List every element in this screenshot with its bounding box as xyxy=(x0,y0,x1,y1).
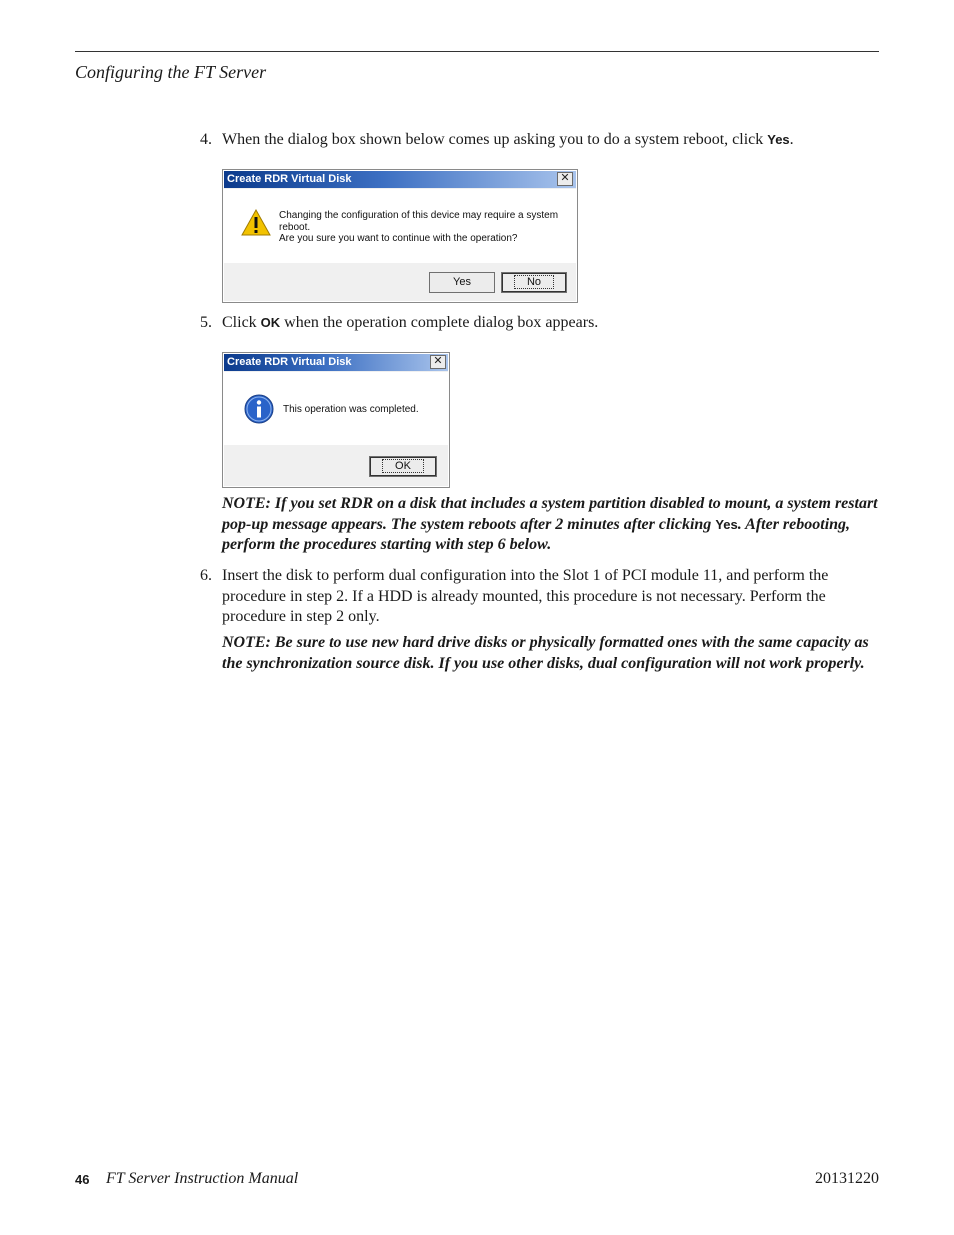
complete-dialog-message: This operation was completed. xyxy=(283,404,419,415)
yes-button[interactable]: Yes xyxy=(429,272,495,293)
complete-dialog-titlebar: Create RDR Virtual Disk xyxy=(224,354,448,371)
info-icon xyxy=(244,394,274,424)
note-reboot xyxy=(222,494,878,556)
note-reboot-part2: . After rebooting, perform the procedures starting with step 6 below. xyxy=(222,515,851,553)
note-reboot-part1: NOTE: If you set RDR on a disk that includes a system partition disabled to mount, a system restart pop-up message appears. The system reboots after 2 minutes after clicking xyxy=(222,495,878,533)
reboot-dialog-body xyxy=(224,189,576,263)
step-4-text-before: When the dialog box shown below comes up asking you to do a system reboot, click xyxy=(222,131,768,148)
footer-date: 20131220 xyxy=(815,1170,879,1187)
reboot-dialog xyxy=(222,169,578,303)
step-5-text-before: Click xyxy=(222,314,261,331)
footer-manual-title: FT Server Instruction Manual xyxy=(106,1170,299,1187)
step-6-text: Insert the disk to perform dual configuration into the Slot 1 of PCI module 11, and perform the procedure in step 2. If a HDD is already mounted, this procedure is not necessary. Perform the procedure in step 2 only. xyxy=(222,567,829,625)
step-4-text xyxy=(222,130,878,151)
step-5-text xyxy=(222,313,878,334)
reboot-dialog-message xyxy=(279,210,564,245)
ok-button-label: OK xyxy=(382,459,424,473)
note-disks: NOTE: Be sure to use new hard drive disks or physically formatted ones with the same capacity as the synchronization source disk. If you use other disks, dual configuration will not work properly. xyxy=(222,634,869,672)
step-6-number: 6. xyxy=(200,567,212,584)
warning-icon xyxy=(241,209,271,236)
close-icon[interactable]: ✕ xyxy=(430,355,446,369)
step-4-ui-term: Yes xyxy=(767,132,790,147)
note-reboot-ui-term: Yes xyxy=(715,516,738,532)
no-button-label: No xyxy=(514,275,554,289)
reboot-message-line1: Changing the configuration of this device may require a system reboot. xyxy=(279,210,559,233)
close-icon[interactable]: ✕ xyxy=(557,172,573,186)
step-4-text-after: . xyxy=(789,131,794,148)
step-4-number: 4. xyxy=(200,131,212,148)
complete-dialog-body xyxy=(224,372,448,445)
ok-button[interactable] xyxy=(369,456,437,477)
complete-dialog xyxy=(222,352,450,488)
page-number: 46 xyxy=(75,1172,90,1187)
step-5-text-after: when the operation complete dialog box appears. xyxy=(280,314,599,331)
no-button[interactable] xyxy=(501,272,567,293)
running-header-title: Configuring the FT Server xyxy=(75,62,267,82)
step-5-number: 5. xyxy=(200,314,212,331)
reboot-dialog-titlebar: Create RDR Virtual Disk xyxy=(224,171,576,188)
header-rule xyxy=(75,51,879,52)
reboot-message-line2: Are you sure you want to continue with the operation? xyxy=(279,233,518,244)
step-5-ui-term: OK xyxy=(260,315,281,330)
